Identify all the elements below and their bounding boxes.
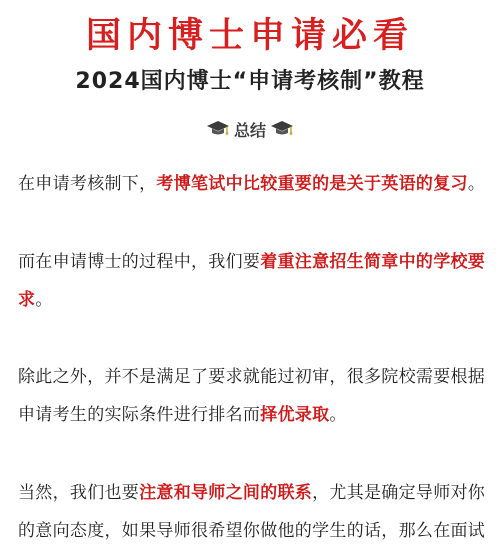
highlight-text: 着重注意招生简章中的学校要求 — [18, 252, 486, 310]
paragraph-1 — [18, 165, 488, 203]
highlight-text: 注意和导师之间的联系 — [139, 483, 313, 503]
paragraph-text: ，尤其是确定导师对你的意向态度，如果导师很希望你做他的学生的话，那么在面试 — [18, 483, 486, 541]
page-subtitle: 2024国内博士“申请考核制”教程 — [75, 69, 425, 94]
paragraph-text: 。 — [329, 405, 347, 425]
paragraph-2 — [18, 243, 488, 319]
paragraph-text: 除此之外，并不是满足了要求就能过初审，很多院校需要根据申请考生的实际条件进行排名而 — [18, 367, 486, 425]
summary-heading — [0, 116, 500, 142]
graduation-cap-icon — [270, 119, 294, 139]
paragraph-text: 而在申请博士的过程中，我们要 — [18, 252, 261, 272]
page-title: 国内博士申请必看 — [85, 15, 414, 56]
summary-label: 总结 — [233, 120, 266, 140]
paragraph-text: 。 — [35, 290, 53, 310]
graduation-cap-icon — [206, 119, 230, 139]
paragraph-text: 在申请考核制下， — [18, 174, 157, 194]
paragraph-3 — [18, 358, 488, 434]
paragraph-text: 。 — [467, 174, 486, 194]
paragraph-text: 当然，我们也要 — [18, 483, 140, 503]
highlight-text: 择优录取 — [260, 405, 330, 425]
paragraph-4 — [18, 474, 488, 550]
highlight-text: 考博笔试中比较重要的是关于英语的复习 — [156, 174, 468, 194]
